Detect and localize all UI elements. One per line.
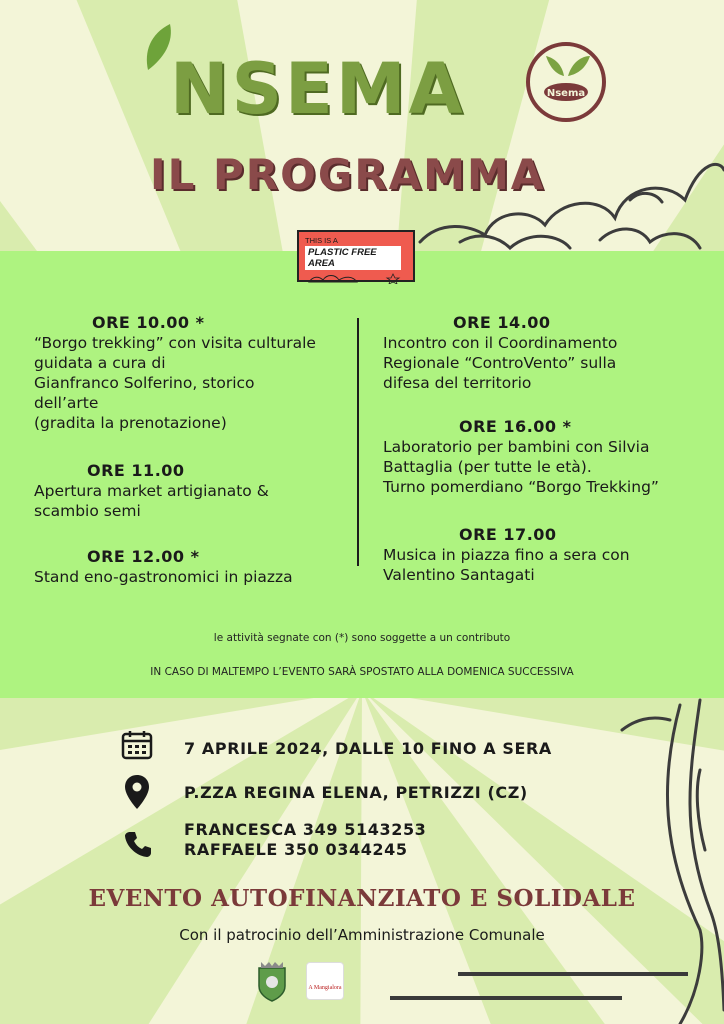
contact-francesca: FRANCESCA 349 5143253	[184, 820, 427, 839]
schedule-time: ORE 10.00 *	[92, 313, 205, 332]
municipality-crest-icon	[255, 960, 289, 1002]
schedule-time: ORE 16.00 *	[459, 417, 572, 436]
page-subtitle: IL PROGRAMMA	[150, 150, 546, 199]
badge-line1: THIS IS A	[305, 236, 338, 245]
sponsor-logo	[306, 962, 344, 1000]
schedule-time: ORE 11.00	[87, 461, 185, 480]
schedule-description: “Borgo trekking” con visita culturale guidata a cura di Gianfranco Solferino, storico dell’arte (gradita la prenotazione)	[34, 334, 316, 432]
footer-title: EVENTO AUTOFINANZIATO E SOLIDALE	[88, 885, 636, 912]
schedule-description: Laboratorio per bambini con Silvia Battaglia (per tutte le età). Turno pomerdiano “Borgo Trekking”	[383, 438, 659, 496]
decorative-line	[458, 972, 688, 976]
weather-note: IN CASO DI MALTEMPO L’EVENTO SARÀ SPOSTATO ALLA DOMENICA SUCCESSIVA	[150, 666, 574, 678]
schedule-time: ORE 14.00	[453, 313, 551, 332]
schedule-item	[34, 547, 354, 587]
location-pin-icon	[124, 774, 150, 810]
plastic-free-badge	[297, 230, 415, 282]
calendar-icon	[121, 730, 153, 760]
event-date: 7 APRILE 2024, DALLE 10 FINO A SERA	[184, 739, 552, 758]
schedule-item	[383, 417, 703, 497]
schedule-description: Stand eno-gastronomici in piazza	[34, 568, 293, 586]
schedule-description: Incontro con il Coordinamento Regionale “ControVento” sulla difesa del territorio	[383, 334, 618, 392]
logo-text: Nsema	[546, 88, 586, 99]
cloud-icon	[305, 270, 405, 284]
schedule-time: ORE 12.00 *	[87, 547, 200, 566]
column-divider	[357, 318, 359, 566]
schedule-item	[34, 313, 354, 433]
sponsor-logo-text: A Mangialora	[308, 985, 342, 991]
page-title: NSEMA	[170, 48, 466, 130]
contact-raffaele: RAFFAELE 350 0344245	[184, 840, 408, 859]
patronage-text: Con il patrocinio dell’Amministrazione Comunale	[179, 926, 545, 944]
contribution-note: le attività segnate con (*) sono soggette a un contributo	[213, 632, 511, 644]
schedule-time: ORE 17.00	[459, 525, 557, 544]
event-location: P.ZZA REGINA ELENA, PETRIZZI (CZ)	[184, 783, 528, 802]
schedule-item	[34, 461, 354, 521]
schedule-description: Apertura market artigianato & scambio semi	[34, 482, 269, 520]
decorative-line	[390, 996, 622, 1000]
schedule-item	[383, 525, 703, 585]
badge-line2: PLASTIC FREE AREA	[305, 246, 401, 270]
nsema-logo	[524, 40, 608, 124]
phone-icon	[124, 830, 152, 858]
schedule-item	[383, 313, 703, 393]
schedule-description: Musica in piazza fino a sera con Valentino Santagati	[383, 546, 630, 584]
